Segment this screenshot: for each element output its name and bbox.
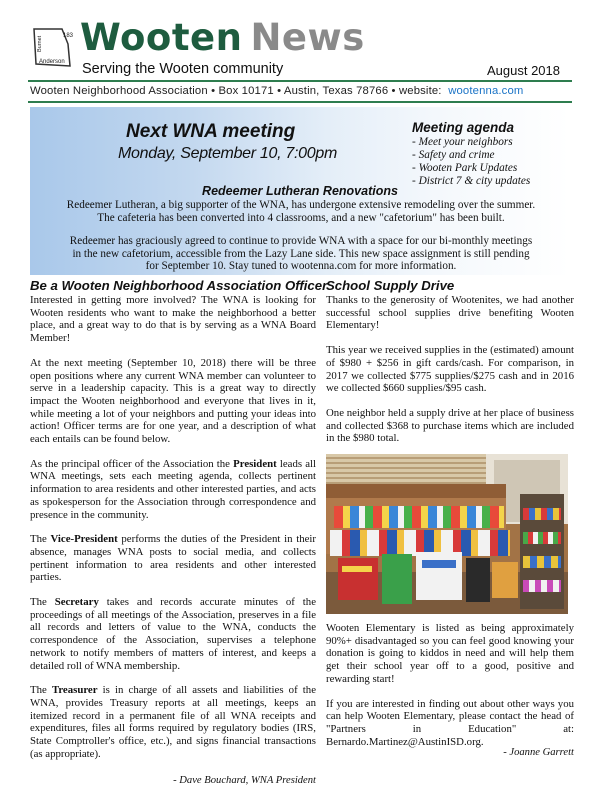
logo-label-183: 183 (63, 33, 74, 39)
contact-address: Wooten Neighborhood Association • Box 10171 • Austin, Texas 78766 • website: (30, 85, 442, 97)
renovation-paragraph: Redeemer has graciously agreed to continue to provide WNA with a space for our bi-monthly meetings in the new cafetorium, accessible from the Lazy Lane side. This new space assignment is still pending for September 10. Stay tuned to wootenna.com for more information. (69, 235, 533, 273)
supply-article (326, 278, 574, 758)
text-run: takes and records accurate minutes of the proceedings of all meetings of the Association, preserves in a file all records and letters of value to the WNA, conducts the correspondence of the Association, supervises a telephone network to notify members of matters of interest, and keeps a detailed roll of WNA membership. (30, 596, 316, 672)
tagline: Serving the Wooten community (82, 61, 284, 77)
school-supplies-photo (326, 454, 568, 614)
text-run: The (30, 596, 55, 609)
newsletter-title (80, 16, 365, 60)
agenda-item: - District 7 & city updates (412, 175, 531, 187)
text-run: The (30, 533, 51, 546)
supply-paragraph: Thanks to the generosity of Wootenites, we had another successful school supplies drive benefiting Wooten Elementary! (326, 294, 574, 332)
logo-label-burnet: Burnet (37, 35, 43, 52)
title-wooten: Wooten (80, 16, 243, 59)
supply-signature: - Joanne Garrett (503, 747, 574, 759)
officer-signature: - Dave Bouchard, WNA President (173, 774, 316, 786)
supply-paragraph: One neighbor held a supply drive at her place of business and collected $368 to purchase items which are included in the $980 total. (326, 406, 574, 445)
officer-heading: Be a Wooten Neighborhood Association Officer (30, 278, 328, 293)
text-run: performs the duties of the President in their absence, manages WNA posts to social media, and collects pertinent information to area residents and other interested parties. (30, 533, 316, 584)
meeting-banner (30, 107, 570, 275)
role-secretary: Secretary (54, 596, 99, 609)
secretary-paragraph (30, 596, 316, 672)
logo-label-anderson: Anderson (39, 59, 65, 65)
agenda-item: - Meet your neighbors (412, 136, 513, 148)
officer-paragraph: Interested in getting more involved? The WNA is looking for Wooten residents who want to make the neighborhood a better place, and a great way to do that is by serving as a WNA Board Member! (30, 294, 316, 345)
text-run: The (30, 684, 52, 697)
officer-paragraph: At the next meeting (September 10, 2018) there will be three open positions where any current WNA member can volunteer to serve in a leadership capacity. This is a great way to directly impact the Wooten neighborhood and everyone that lives in it, while meeting a lot of your neighbors and putting your ideas into action! Officer terms are for one year, and a description of what each entails can be found below. (30, 356, 316, 446)
issue-date: August 2018 (486, 63, 560, 78)
wooten-map-logo (28, 26, 74, 70)
meeting-title: Next WNA meeting (126, 121, 296, 142)
supply-paragraph: Wooten Elementary is listed as being approximately 90%+ disadvantaged so you can feel good knowing your donation is going to kiddos in need and will help them get their school year off to a good, positive and rewarding start! (326, 622, 574, 685)
role-vice-president: Vice-President (50, 533, 118, 546)
text-run: is in charge of all assets and liabilities of the WNA, provides Treasury reports at all meetings, keeps an itemized record in a permanent file of all WNA receipts and expenditures, files all forms required by regulatory bodies (IRS, State Comptroller's office, etc.), and signs financial transactions (as appropriate). (30, 684, 316, 760)
contact-line (30, 85, 523, 97)
supply-paragraph: This year we received supplies in the (estimated) amount of $980 + $256 in gift cards/cash. For comparison, in 2017 we collected $775 supplies/$275 cash and in 2016 we collected $660 supplies/$95 cash. (326, 344, 574, 395)
agenda-list (412, 136, 530, 188)
meeting-agenda (412, 120, 530, 188)
vice-president-paragraph (30, 533, 316, 584)
renovation-paragraph: Redeemer Lutheran, a big supporter of the WNA, has undergone extensive remodeling over the summer. The cafeteria has been converted into 4 classrooms, and a new "cafetorium" has been built. (66, 199, 536, 224)
officer-article (30, 278, 328, 786)
agenda-title: Meeting agenda (412, 120, 515, 135)
text-run: leads all WNA meetings, sets each meeting agenda, collects pertinent information to area residents and other interested parties, and acts as spokesperson for the Association through correspondence and presence in the community. (30, 457, 316, 521)
title-news: News (250, 16, 365, 59)
top-rule (28, 80, 572, 82)
website-link[interactable]: wootenna.com (448, 85, 524, 97)
president-paragraph (30, 458, 316, 522)
meeting-date: Monday, September 10, 7:00pm (118, 145, 337, 162)
agenda-item: - Wooten Park Updates (412, 162, 518, 174)
text-run: As the principal officer of the Association the (30, 457, 234, 470)
supply-heading: School Supply Drive (326, 278, 455, 293)
treasurer-paragraph (30, 684, 316, 760)
supply-paragraph: If you are interested in finding out about other ways you can help Wooten Elementary, please contact the head of "Partners in Education" at: Bernardo.Martinez@AustinISD.org. (326, 697, 574, 748)
role-president: President (233, 457, 277, 470)
renovation-title: Redeemer Lutheran Renovations (202, 184, 398, 198)
agenda-item: - Safety and crime (412, 149, 495, 161)
bottom-rule (28, 101, 572, 103)
role-treasurer: Treasurer (51, 684, 98, 697)
